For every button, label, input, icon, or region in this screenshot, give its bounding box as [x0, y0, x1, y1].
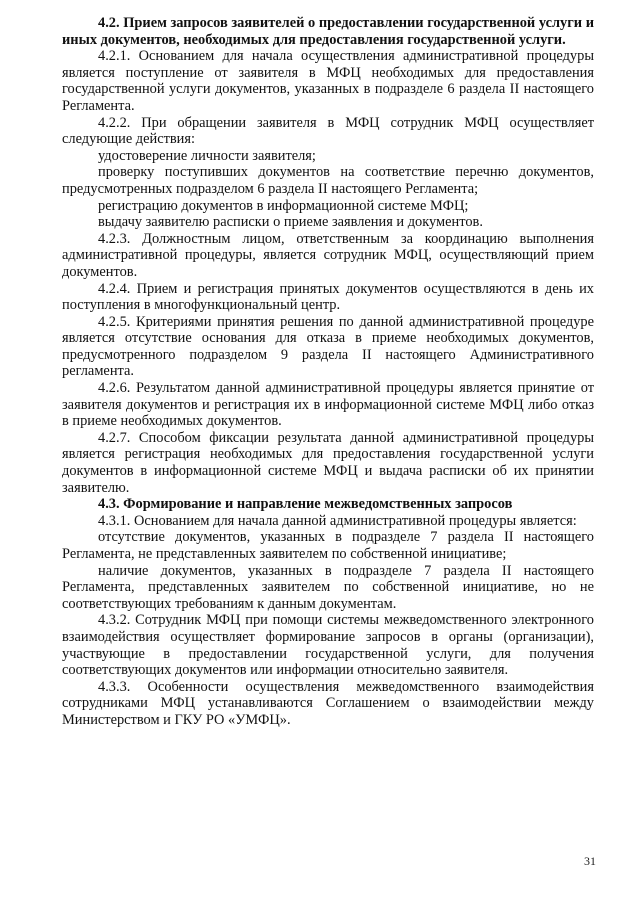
paragraph: 4.2.3. Должностным лицом, ответственным за координацию выполнения административной процедуры, является сотрудник МФЦ, осуществляющий прием документов.: [62, 230, 594, 280]
list-item: регистрацию документов в информационной системе МФЦ;: [98, 197, 469, 214]
section-heading: 4.2. Прием запросов заявителей о предоставлении государственной услуги и иных документов, необходимых для предоставления государственной услуги.: [62, 15, 594, 48]
paragraph: 4.2.6. Результатом данной административной процедуры является принятие от заявителя документов и регистрация их в информационной системе МФЦ либо отказ в приеме необходимых документов.: [62, 380, 594, 430]
paragraph: 4.2.5. Критериями принятия решения по данной административной процедуре является отсутствие основания для отказа в приеме необходимых документов, предусмотренного подразделом 9 раздела II настоящего Административного регламента.: [62, 313, 594, 380]
list-item: выдачу заявителю расписки о приеме заявления и документов.: [98, 214, 483, 231]
page-number: 31: [584, 854, 596, 868]
paragraph: 4.3.3. Особенности осуществления межведомственного взаимодействия сотрудниками МФЦ устанавливаются Соглашением о взаимодействии между Министерством и ГКУ РО «УМФЦ».: [62, 678, 594, 728]
paragraph: 4.3.1. Основанием для начала данной административной процедуры является:: [98, 512, 577, 529]
list-item: отсутствие документов, указанных в подразделе 7 раздела II настоящего Регламента, не представленных заявителем по собственной инициативе;: [62, 529, 594, 562]
paragraph: 4.2.2. При обращении заявителя в МФЦ сотрудник МФЦ осуществляет следующие действия:: [62, 114, 594, 148]
document-body: [62, 15, 594, 729]
paragraph: 4.2.4. Прием и регистрация принятых документов осуществляются в день их поступления в многофункциональный центр.: [62, 280, 594, 314]
paragraph: 4.2.7. Способом фиксации результата данной административной процедуры является регистрация необходимых для предоставления государственной услуги документов в информационной системе МФЦ и выдача расписки об их принятии заявителю.: [62, 429, 594, 496]
list-item: проверку поступивших документов на соответствие перечню документов, предусмотренных подразделом 6 раздела II настоящего Регламента;: [62, 164, 594, 197]
paragraph: 4.3.2. Сотрудник МФЦ при помощи системы межведомственного электронного взаимодействия осуществляет формирование запросов в органы (организации), участвующие в предоставлении государственной услуги, для получения соответствующих документов или информации относительно заявителя.: [62, 612, 594, 679]
paragraph: 4.2.1. Основанием для начала осуществления административной процедуры является поступление от заявителя в МФЦ необходимых для предоставления государственной услуги документов, указанных в подразделе 6 раздела II настоящего Регламента.: [62, 48, 594, 114]
list-item: удостоверение личности заявителя;: [98, 147, 316, 164]
list-item: наличие документов, указанных в подразделе 7 раздела II настоящего Регламента, представленных заявителем по собственной инициативе, но не соответствующих требованиям к данным документам.: [62, 562, 594, 612]
section-heading: 4.3. Формирование и направление межведомственных запросов: [98, 496, 513, 513]
